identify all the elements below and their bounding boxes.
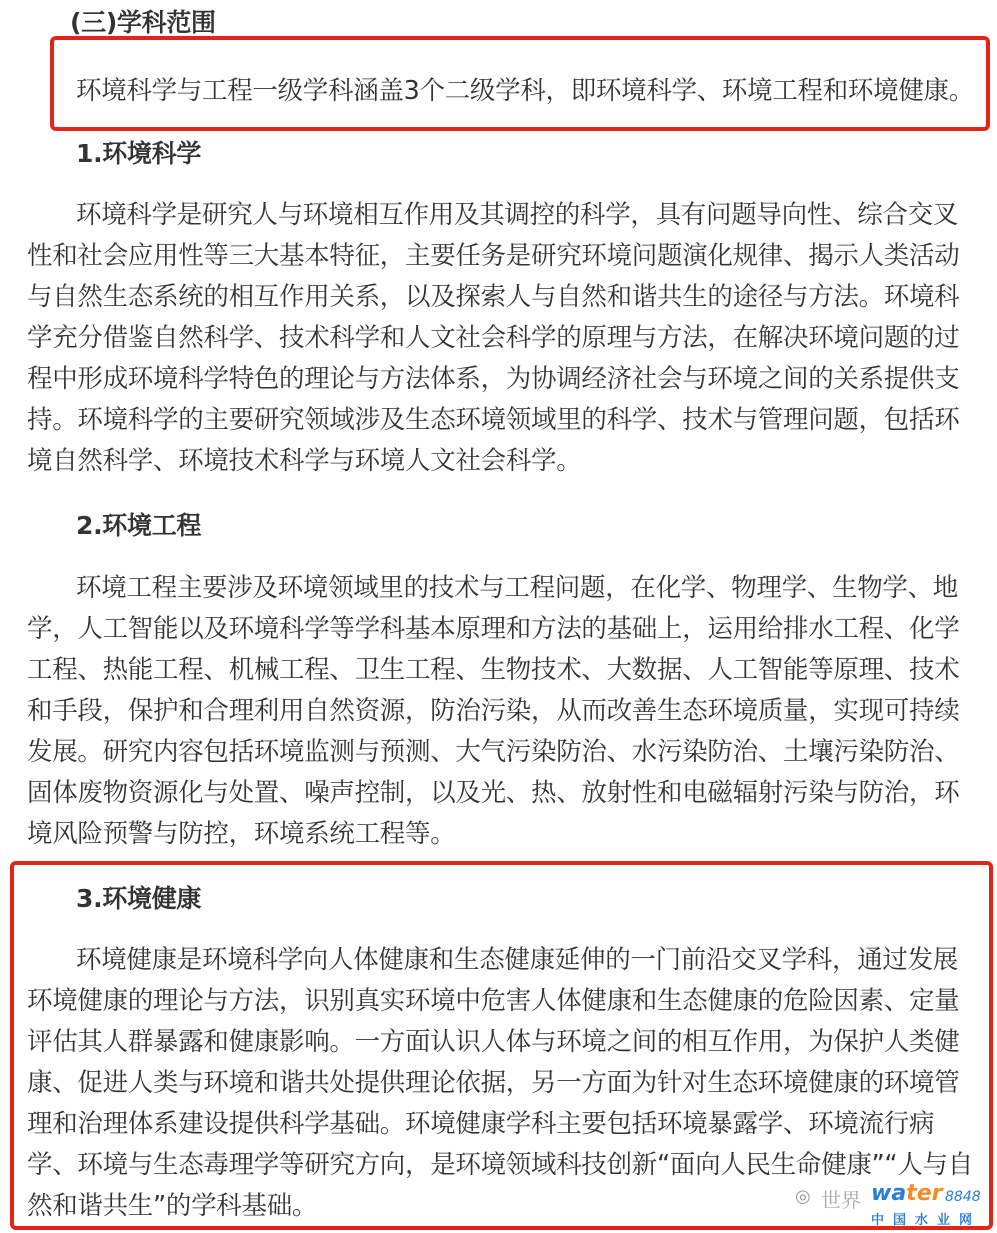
paragraph-line: 境自然科学、环境技术科学与环境人文社会科学。	[27, 446, 582, 476]
camera-icon: ◎	[795, 1186, 811, 1207]
paragraph-line: 发展。研究内容包括环境监测与预测、大气污染防治、水污染防治、土壤污染防治、	[27, 737, 960, 767]
paragraph-line: 与自然生态系统的相互作用关系，以及探索人与自然和谐共生的途径与方法。环境科	[27, 282, 960, 312]
section-heading: (三)学科范围	[70, 8, 216, 37]
paragraph-line: 康、促进人类与环境和谐共处提供理论依据，另一方面为针对生态环境健康的环境管	[27, 1068, 960, 1098]
paragraph-line: 环境健康是环境科学向人体健康和生态健康延伸的一门前沿交叉学科，通过发展	[76, 945, 959, 975]
watermark	[795, 1183, 995, 1229]
watermark-logo: water	[871, 1181, 943, 1206]
paragraph-line: 然和谐共生”的学科基础。	[27, 1191, 318, 1221]
paragraph-line: 理和治理体系建设提供科学基础。环境健康学科主要包括环境暴露学、环境流行病	[27, 1109, 935, 1139]
paragraph-line: 持。环境科学的主要研究领域涉及生态环境领域里的科学、技术与管理问题，包括环	[27, 405, 960, 435]
subsection-heading-environmental-engineering: 2.环境工程	[76, 511, 202, 540]
paragraph-line: 和手段，保护和合理利用自然资源，防治污染，从而改善生态环境质量，实现可持续	[27, 696, 960, 726]
paragraph-line: 性和社会应用性等三大基本特征，主要任务是研究环境问题演化规律、揭示人类活动	[27, 241, 960, 271]
paragraph-line: 环境健康的理论与方法，识别真实环境中危害人体健康和生态健康的危险因素、定量	[27, 986, 960, 1016]
intro-paragraph: 环境科学与工程一级学科涵盖3个二级学科，即环境科学、环境工程和环境健康。	[76, 76, 974, 106]
subsection-heading-environmental-science: 1.环境科学	[76, 139, 202, 168]
paragraph-line: 评估其人群暴露和健康影响。一方面认识人体与环境之间的相互作用，为保护人类健	[27, 1027, 960, 1057]
watermark-subtitle: 中国水业网	[871, 1213, 982, 1228]
paragraph-line: 学，人工智能以及环境科学等学科基本原理和方法的基础上，运用给排水工程、化学	[27, 614, 960, 644]
subsection-heading-environmental-health: 3.环境健康	[76, 884, 202, 913]
paragraph-line: 境风险预警与防控，环境系统工程等。	[27, 819, 456, 849]
watermark-number: 8848	[945, 1189, 981, 1205]
paragraph-line: 程中形成环境科学特色的理论与方法体系，为协调经济社会与环境之间的关系提供支	[27, 364, 960, 394]
paragraph-line: 环境科学是研究人与环境相互作用及其调控的科学，具有问题导向性、综合交叉	[76, 200, 959, 230]
paragraph-line: 学充分借鉴自然科学、技术科学和人文社会科学的原理与方法，在解决环境问题的过	[27, 323, 960, 353]
watermark-text: 世界	[821, 1188, 861, 1212]
paragraph-line: 工程、热能工程、机械工程、卫生工程、生物技术、大数据、人工智能等原理、技术	[27, 655, 960, 685]
paragraph-line: 环境工程主要涉及环境领域里的技术与工程问题，在化学、物理学、生物学、地	[76, 573, 959, 603]
paragraph-line: 固体废物资源化与处置、噪声控制，以及光、热、放射性和电磁辐射污染与防治，环	[27, 778, 960, 808]
paragraph-line: 学、环境与生态毒理学等研究方向，是环境领域科技创新“面向人民生命健康”“人与自	[27, 1150, 973, 1180]
